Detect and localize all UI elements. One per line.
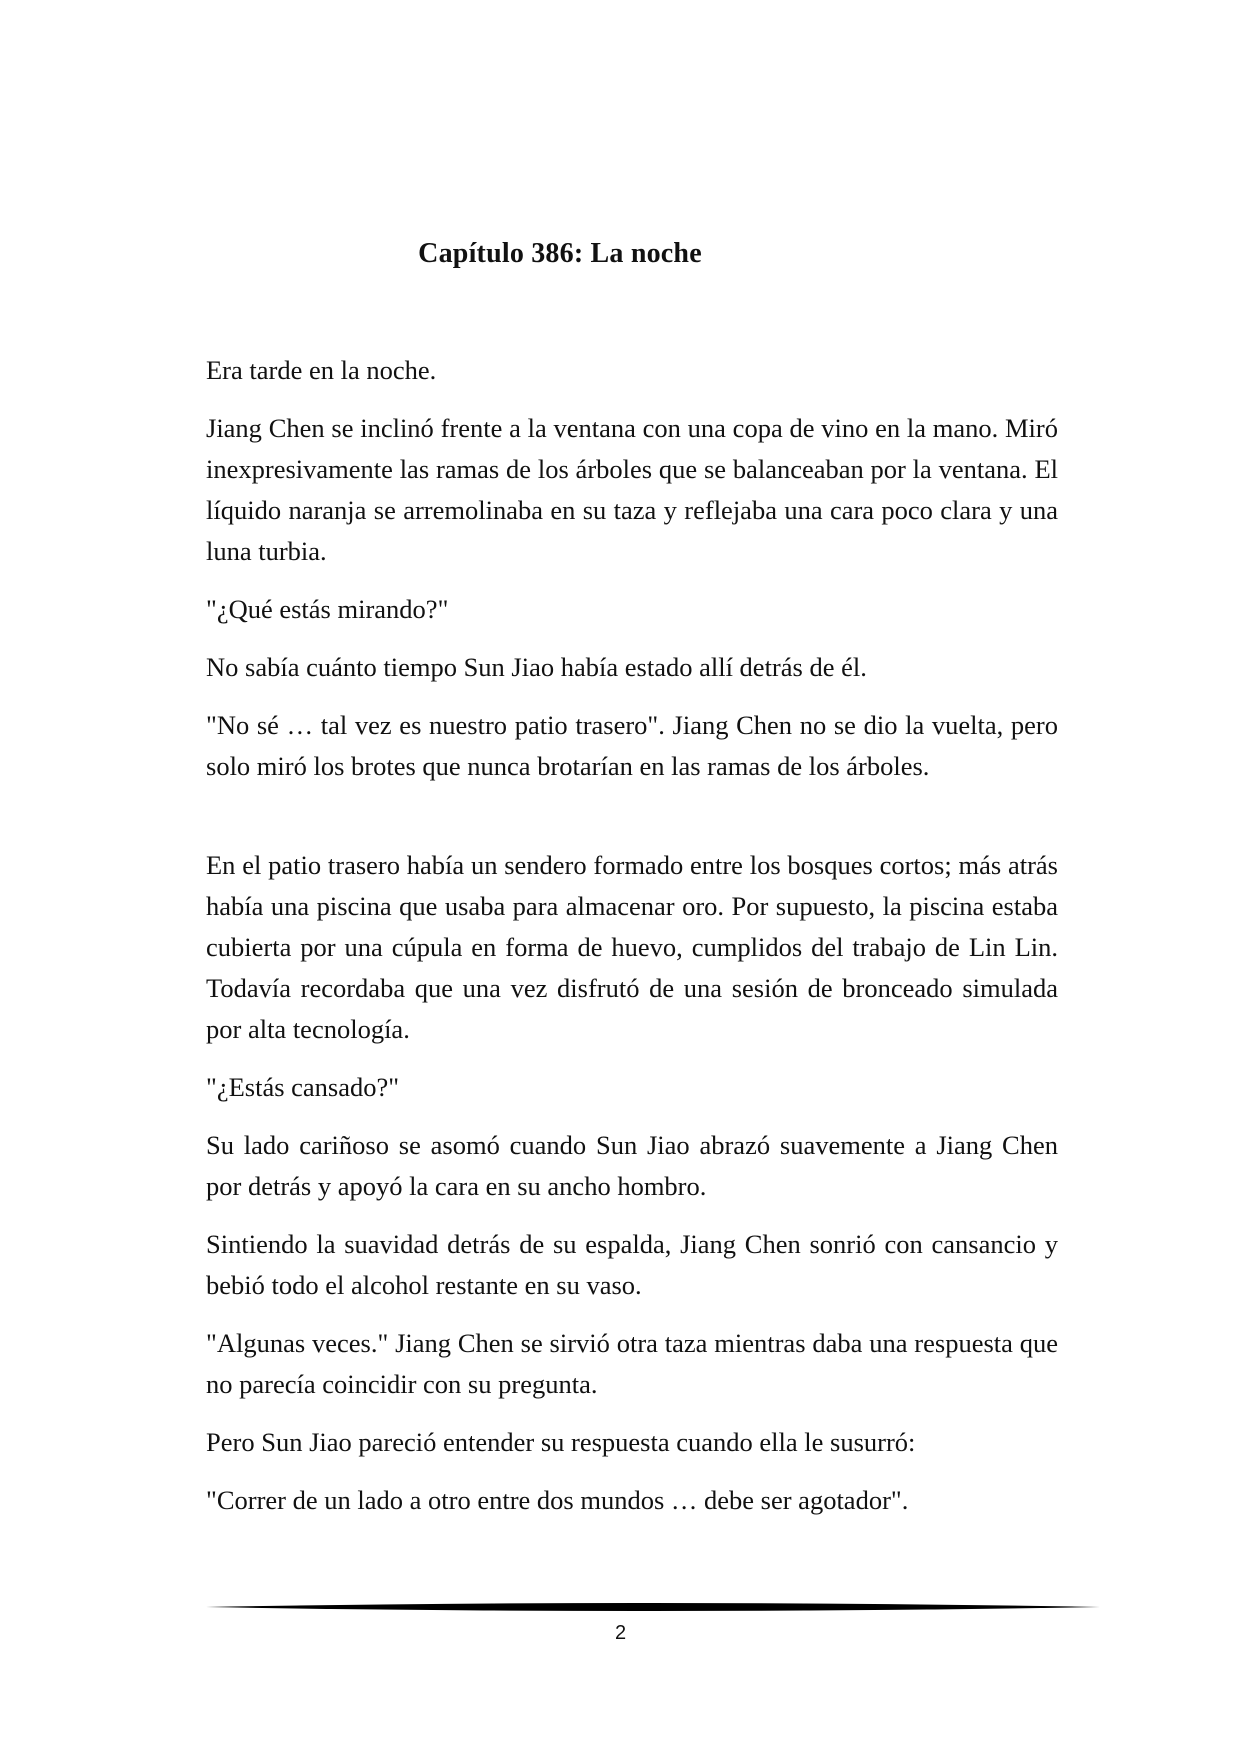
chapter-title: Capítulo 386: La noche bbox=[418, 238, 702, 269]
paragraph: Su lado cariñoso se asomó cuando Sun Jiao abrazó suavemente a Jiang Chen por detrás y apoyó la cara en su ancho hombro. bbox=[206, 1130, 1058, 1201]
chapter-body bbox=[206, 350, 1058, 1538]
paragraph: Sintiendo la suavidad detrás de su espalda, Jiang Chen sonrió con cansancio y bebió todo el alcohol restante en su vaso. bbox=[206, 1229, 1058, 1300]
paragraph: "No sé … tal vez es nuestro patio trasero". Jiang Chen no se dio la vuelta, pero solo miró los brotes que nunca brotarían en las ramas de los árboles. bbox=[206, 710, 1058, 781]
paragraph: Jiang Chen se inclinó frente a la ventana con una copa de vino en la mano. Miró inexpresivamente las ramas de los árboles que se balanceaban por la ventana. El líquido naranja se arremolinaba en su taza y reflejaba una cara poco clara y una luna turbia. bbox=[206, 413, 1058, 566]
paragraph: "¿Estás cansado?" bbox=[206, 1072, 400, 1102]
footer-divider bbox=[206, 1600, 1100, 1614]
paragraph: "Algunas veces." Jiang Chen se sirvió otra taza mientras daba una respuesta que no parecía coincidir con su pregunta. bbox=[206, 1328, 1058, 1399]
paragraph: "¿Qué estás mirando?" bbox=[206, 594, 449, 624]
paragraph: En el patio trasero había un sendero formado entre los bosques cortos; más atrás había una piscina que usaba para almacenar oro. Por supuesto, la piscina estaba cubierta por una cúpula en forma de huevo, cumplidos del trabajo de Lin Lin. Todavía recordaba que una vez disfrutó de una sesión de bronceado simulada por alta tecnología. bbox=[206, 850, 1058, 1044]
page-number: 2 bbox=[614, 1622, 627, 1644]
paragraph: "Correr de un lado a otro entre dos mundos … debe ser agotador". bbox=[206, 1485, 909, 1515]
paragraph: Era tarde en la noche. bbox=[206, 355, 437, 385]
paragraph: No sabía cuánto tiempo Sun Jiao había estado allí detrás de él. bbox=[206, 652, 867, 682]
paragraph: Pero Sun Jiao pareció entender su respuesta cuando ella le susurró: bbox=[206, 1427, 916, 1457]
